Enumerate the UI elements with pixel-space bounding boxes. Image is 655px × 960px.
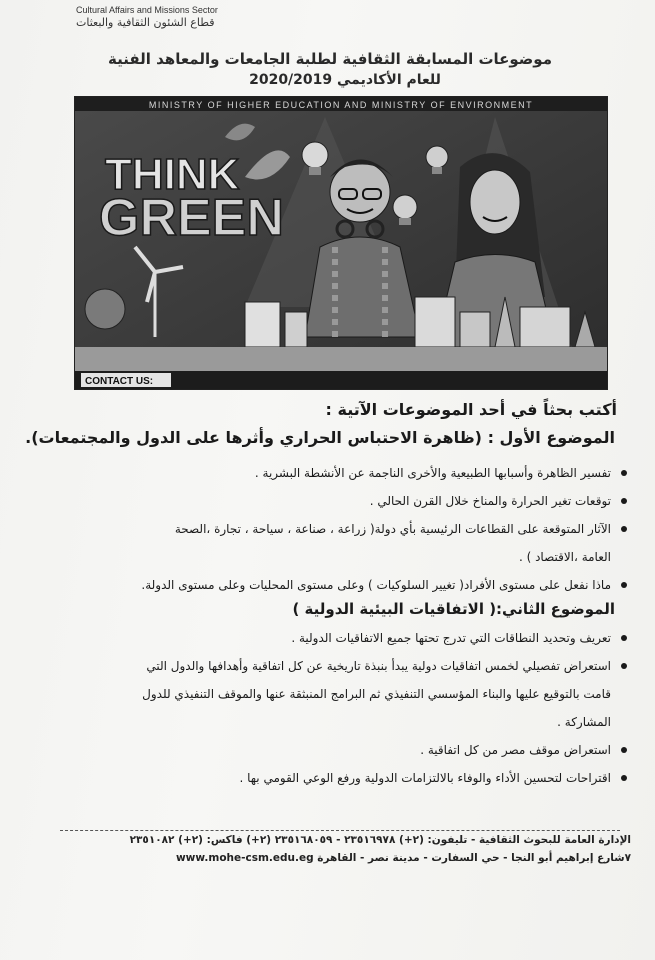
document-subtitle-year: للعام الأكاديمي 2020/2019 bbox=[249, 72, 441, 88]
list-item-text: قامت بالتوقيع عليها والبناء المؤسسي التنفيذي ثم البرامج المنبثقة عنها والموقف التنفيذي للدول bbox=[142, 687, 611, 701]
think-green-poster bbox=[74, 96, 608, 390]
list-item bbox=[71, 489, 611, 514]
list-item-text: الآثار المتوقعة على القطاعات الرئيسية بأي دولة( زراعة ، صناعة ، سياحة ، تجارة ،الصحة bbox=[174, 522, 611, 536]
list-item-text: توقعات تغير الحرارة والمناخ خلال القرن الحالي . bbox=[369, 494, 611, 508]
topic2-heading: الموضوع الثاني:( الاتفاقيات البيئية الدولية ) bbox=[292, 600, 615, 618]
research-instruction: أكتب بحثاً في أحد الموضوعات الآتية : bbox=[325, 400, 617, 419]
bullet-icon bbox=[621, 470, 627, 476]
list-item-text: تعريف وتحديد النطاقات التي تدرج تحتها جميع الاتفاقيات الدولية . bbox=[291, 631, 611, 645]
bullet-icon bbox=[621, 526, 627, 532]
bullet-icon bbox=[621, 663, 627, 669]
list-item bbox=[71, 738, 611, 763]
list-item bbox=[71, 517, 611, 542]
list-item-continuation bbox=[71, 710, 611, 735]
list-item-text: العامة ،الاقتصاد ) . bbox=[518, 550, 611, 564]
list-item-text: المشاركة . bbox=[557, 715, 611, 729]
list-item bbox=[71, 573, 611, 598]
list-item-continuation bbox=[71, 682, 611, 707]
logo-text-ar: قطاع الشئون الثقافية والبعثات bbox=[76, 16, 215, 29]
list-item-continuation bbox=[71, 545, 611, 570]
list-item-text: استعراض تفصيلي لخمس اتفاقيات دولية يبدأ بنبذة تاريخية عن كل اتفاقية وأهدافها والدول التي bbox=[146, 659, 611, 673]
logo-text-en: Cultural Affairs and Missions Sector bbox=[76, 5, 218, 15]
poster-think-text: THINK bbox=[105, 150, 240, 199]
list-item bbox=[71, 766, 611, 791]
poster-green-text: GREEN bbox=[99, 189, 284, 247]
bullet-icon bbox=[621, 747, 627, 753]
list-item-text: ماذا نفعل على مستوى الأفراد( تغيير السلوكيات ) وعلى مستوى المحليات وعلى مستوى الدولة. bbox=[141, 578, 611, 592]
ministry-logo bbox=[70, 2, 270, 32]
poster-contact-text: CONTACT US: bbox=[85, 376, 154, 387]
list-item-text: استعراض موقف مصر من كل اتفاقية . bbox=[420, 743, 611, 757]
bullet-icon bbox=[621, 775, 627, 781]
list-item bbox=[71, 654, 611, 679]
footer-address-website: ٧شارع إبراهيم أبو النجا - حي السفارت - مدينة نصر - القاهرة www.mohe-csm.edu.eg bbox=[175, 852, 631, 864]
bullet-icon bbox=[621, 582, 627, 588]
footer-contact-phones: الإدارة العامة للبحوث الثقافية - تليفون: (٢+) ٢٣٥١٦٩٧٨ - ٢٣٥١٦٨٠٥٩ (٢+) فاكس: (٢+) ٢٣٥١٠٨٢ bbox=[129, 834, 631, 846]
poster-banner-text: MINISTRY OF HIGHER EDUCATION AND MINISTRY OF ENVIRONMENT bbox=[148, 100, 534, 110]
list-item bbox=[71, 461, 611, 486]
topic1-heading: الموضوع الأول : (ظاهرة الاحتباس الحراري وأثرها على الدول والمجتمعات). bbox=[25, 428, 615, 447]
bullet-icon bbox=[621, 635, 627, 641]
list-item-text: تفسير الظاهرة وأسبابها الطبيعية والأخرى الناجمة عن الأنشطة البشرية . bbox=[254, 466, 611, 480]
list-item bbox=[71, 626, 611, 651]
footer-divider bbox=[60, 830, 620, 831]
bullet-icon bbox=[621, 498, 627, 504]
list-item-text: اقتراحات لتحسين الأداء والوفاء بالالتزامات الدولية ورفع الوعي القومي بها . bbox=[239, 771, 611, 785]
document-title: موضوعات المسابقة الثقافية لطلبة الجامعات والمعاهد الفنية bbox=[108, 50, 552, 68]
